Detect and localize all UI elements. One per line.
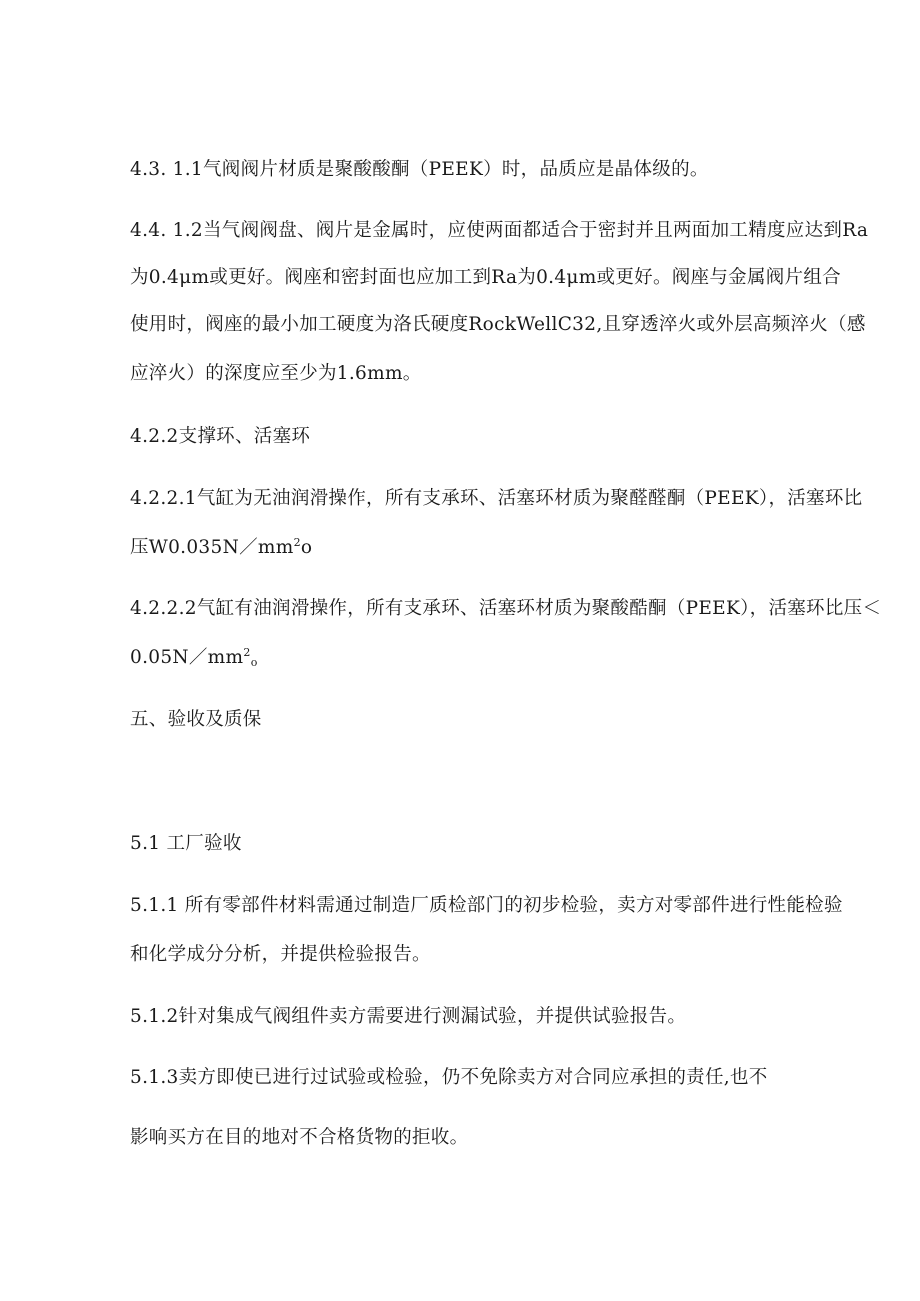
paragraph-5-1-1-line-2: 和化学成分分析，并提供检验报告。	[130, 944, 431, 965]
pressure-limit-text: 0.05N／mm	[130, 647, 244, 668]
section-heading-5: 五、验收及质保	[130, 709, 262, 730]
superscript: 2	[243, 645, 251, 659]
paragraph-5-1-2: 5.1.2针对集成气阀组件卖方需要进行测漏试验，并提供试验报告。	[130, 1006, 687, 1027]
paragraph-4-2-2-2-line-1: 4.2.2.2气缸有油润滑操作，所有支承环、活塞环材质为聚酸酷酮（PEEK），活塞环比压＜	[130, 598, 882, 619]
paragraph-4-2-2-1-line-1: 4.2.2.1气缸为无油润滑操作，所有支承环、活塞环材质为聚醛醛酮（PEEK），活塞环比	[130, 488, 863, 509]
subscript-mark: o	[250, 656, 258, 669]
heading-4-2-2: 4.2.2支撑环、活塞环	[130, 426, 311, 447]
superscript: 2	[293, 535, 301, 549]
heading-5-1: 5.1 工厂验收	[130, 833, 242, 854]
paragraph-4-3-1-1: 4.3. 1.1气阀阀片材质是聚酸酸酮（PEEK）时，品质应是晶体级的。	[130, 159, 709, 180]
paragraph-4-2-2-2-line-2	[130, 646, 258, 670]
paragraph-4-4-1-2-line-2: 为0.4μm或更好。阀座和密封面也应加工到Ra为0.4μm或更好。阀座与金属阀片组合	[130, 267, 841, 288]
paragraph-5-1-3-line-2: 影响买方在目的地对不合格货物的拒收。	[130, 1127, 469, 1148]
paragraph-5-1-3-line-1: 5.1.3卖方即使已进行过试验或检验，仍不免除卖方对合同应承担的责任,也不	[130, 1067, 768, 1088]
paragraph-5-1-1-line-1: 5.1.1 所有零部件材料需通过制造厂质检部门的初步检验，卖方对零部件进行性能检验	[130, 895, 843, 916]
paragraph-4-4-1-2-line-4: 应淬火）的深度应至少为1.6mm。	[130, 363, 422, 384]
paragraph-4-2-2-1-line-2	[130, 536, 312, 560]
trailing-mark: o	[300, 537, 313, 558]
paragraph-4-4-1-2-line-3: 使用时，阀座的最小加工硬度为洛氏硬度RockWellC32,且穿透淬火或外层高频淬火（感	[130, 314, 866, 335]
paragraph-4-4-1-2-line-1: 4.4. 1.2当气阀阀盘、阀片是金属时，应使两面都适合于密封并且两面加工精度应达到Ra	[130, 220, 869, 241]
pressure-limit-text: 压W0.035N／mm	[130, 537, 294, 558]
